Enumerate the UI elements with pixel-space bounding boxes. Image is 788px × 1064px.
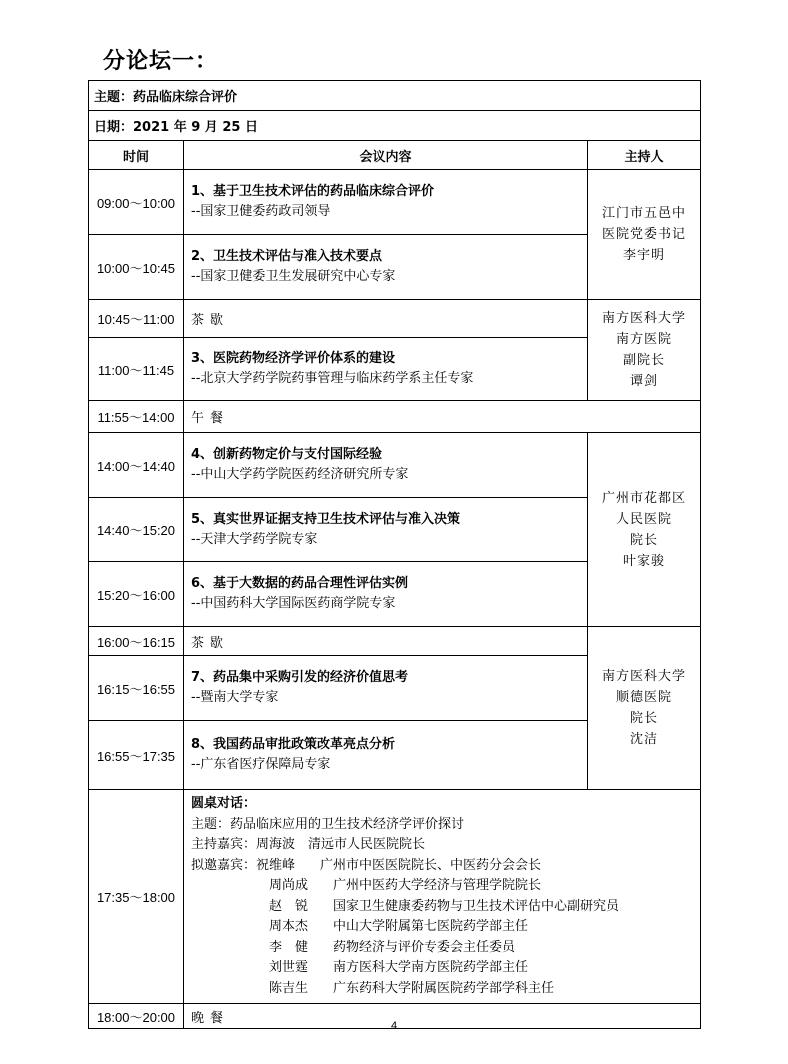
host-line: 南方医科大学	[601, 311, 686, 326]
guest-line	[191, 958, 700, 979]
content-cell	[184, 656, 588, 721]
table-row	[89, 170, 701, 235]
session-speaker: --国家卫健委药政司领导	[191, 204, 331, 219]
guest-title: 广州市中医医院院长、中医药分会会长	[320, 857, 542, 873]
session-title: 7、药品集中采购引发的经济价值思考	[191, 670, 409, 685]
session-speaker: --天津大学药学院专家	[191, 531, 318, 547]
time-cell: 15:20～16:00	[89, 562, 184, 627]
roundtable-topic: 主题：药品临床应用的卫生技术经济学评价探讨	[191, 816, 465, 832]
theme-cell: 主题：药品临床综合评价	[89, 81, 701, 111]
table-row	[89, 433, 701, 498]
guest-title: 广东药科大学附属医院药学部学科主任	[333, 980, 555, 996]
time-cell: 10:45～11:00	[89, 300, 184, 338]
guest-name: 周尚成	[269, 878, 309, 893]
time-cell: 16:15～16:55	[89, 656, 184, 721]
roundtable-heading: 圆桌对话：	[191, 796, 257, 811]
session-speaker: --中山大学药学院医药经济研究所专家	[191, 467, 409, 482]
guest-line	[191, 938, 700, 959]
guest-line	[191, 917, 700, 938]
guest-name: 刘世霆	[269, 960, 309, 975]
host-line: 顺德医院	[615, 690, 672, 705]
guest-title: 药物经济与评价专委会主任委员	[333, 939, 516, 955]
host-cell	[588, 300, 701, 401]
lunch-cell: 午餐	[184, 401, 701, 433]
time-cell: 11:55～14:00	[89, 401, 184, 433]
time-cell: 16:00～16:15	[89, 627, 184, 656]
time-cell: 14:40～15:20	[89, 498, 184, 562]
session-speaker: --暨南大学专家	[191, 690, 279, 705]
host-line: 医院党委书记	[601, 227, 686, 242]
session-title: 5、真实世界证据支持卫生技术评估与准入决策	[191, 511, 461, 527]
roundtable-cell	[184, 790, 701, 1004]
guest-line	[191, 979, 700, 1000]
host-cell	[588, 433, 701, 627]
host-cell	[588, 627, 701, 790]
time-cell: 18:00～20:00	[89, 1004, 184, 1029]
host-line: 广州市花都区	[601, 490, 686, 506]
page-title: 分论坛一：	[103, 49, 219, 74]
host-name: 沈洁	[629, 732, 658, 747]
guest-name: 祝维峰	[256, 857, 296, 873]
host-line: 江门市五邑中	[601, 206, 686, 221]
host-line: 南方医院	[615, 332, 672, 347]
session-title: 4、创新药物定价与支付国际经验	[191, 447, 383, 462]
time-cell: 14:00～14:40	[89, 433, 184, 498]
session-title: 8、我国药品审批政策改革亮点分析	[191, 737, 396, 752]
table-row	[89, 300, 701, 338]
host-line: 副院长	[622, 353, 665, 368]
session-speaker: --北京大学药学院药事管理与临床药学系主任专家	[191, 371, 474, 386]
guest-name: 陈吉生	[269, 980, 309, 996]
content-cell	[184, 235, 588, 300]
host-name: 叶家骏	[622, 553, 665, 569]
guests-label: 拟邀嘉宾：	[191, 857, 257, 873]
session-title: 1、基于卫生技术评估的药品临床综合评价	[191, 184, 435, 199]
guest-title: 中山大学附属第七医院药学部主任	[333, 919, 529, 934]
guest-name: 周本杰	[269, 919, 309, 934]
guest-title: 广州中医药大学经济与管理学院院长	[333, 878, 542, 893]
time-cell: 11:00～11:45	[89, 338, 184, 401]
content-cell	[184, 562, 588, 627]
time-cell: 17:35～18:00	[89, 790, 184, 1004]
guest-line	[191, 856, 700, 877]
table-row	[89, 627, 701, 656]
host-line: 南方医科大学	[601, 669, 686, 684]
session-title: 6、基于大数据的药品合理性评估实例	[191, 576, 409, 591]
break-cell: 茶歇	[184, 627, 588, 656]
page-number: 4	[390, 1020, 398, 1032]
dinner-cell: 晚餐	[184, 1004, 701, 1029]
content-cell	[184, 170, 588, 235]
content-cell	[184, 338, 588, 401]
header-content: 会议内容	[184, 141, 588, 170]
guest-name: 赵 锐	[269, 898, 309, 914]
session-title: 3、医院药物经济学评价体系的建设	[191, 351, 396, 366]
date-cell: 日期：2021 年 9 月 25 日	[89, 111, 701, 141]
roundtable-row	[89, 790, 701, 1004]
date-row	[89, 111, 701, 141]
schedule-table	[88, 80, 701, 1029]
host-line: 院长	[629, 711, 658, 726]
host-cell	[588, 170, 701, 300]
content-cell	[184, 433, 588, 498]
host-name: 李宇明	[622, 248, 665, 263]
guest-name: 李 健	[269, 939, 309, 955]
time-cell: 10:00～10:45	[89, 235, 184, 300]
guest-title: 国家卫生健康委药物与卫生技术评估中心副研究员	[333, 898, 620, 914]
guest-line	[191, 897, 700, 918]
session-speaker: --中国药科大学国际医药商学院专家	[191, 596, 396, 611]
session-title: 2、卫生技术评估与准入技术要点	[191, 249, 383, 264]
roundtable-moderator: 主持嘉宾：周海波 清远市人民医院院长	[191, 837, 426, 852]
guest-line	[191, 876, 700, 897]
time-cell: 09:00～10:00	[89, 170, 184, 235]
table-row	[89, 401, 701, 433]
header-row	[89, 141, 701, 170]
break-cell: 茶歇	[184, 300, 588, 338]
host-line: 院长	[629, 532, 658, 548]
header-host: 主持人	[588, 141, 701, 170]
theme-row	[89, 81, 701, 111]
guest-title: 南方医科大学南方医院药学部主任	[333, 960, 529, 975]
header-time: 时间	[89, 141, 184, 170]
session-speaker: --广东省医疗保障局专家	[191, 757, 331, 772]
content-cell	[184, 498, 588, 562]
host-name: 谭剑	[629, 374, 658, 389]
session-speaker: --国家卫健委卫生发展研究中心专家	[191, 269, 396, 284]
time-cell: 16:55～17:35	[89, 721, 184, 790]
host-line: 人民医院	[615, 511, 672, 527]
content-cell	[184, 721, 588, 790]
